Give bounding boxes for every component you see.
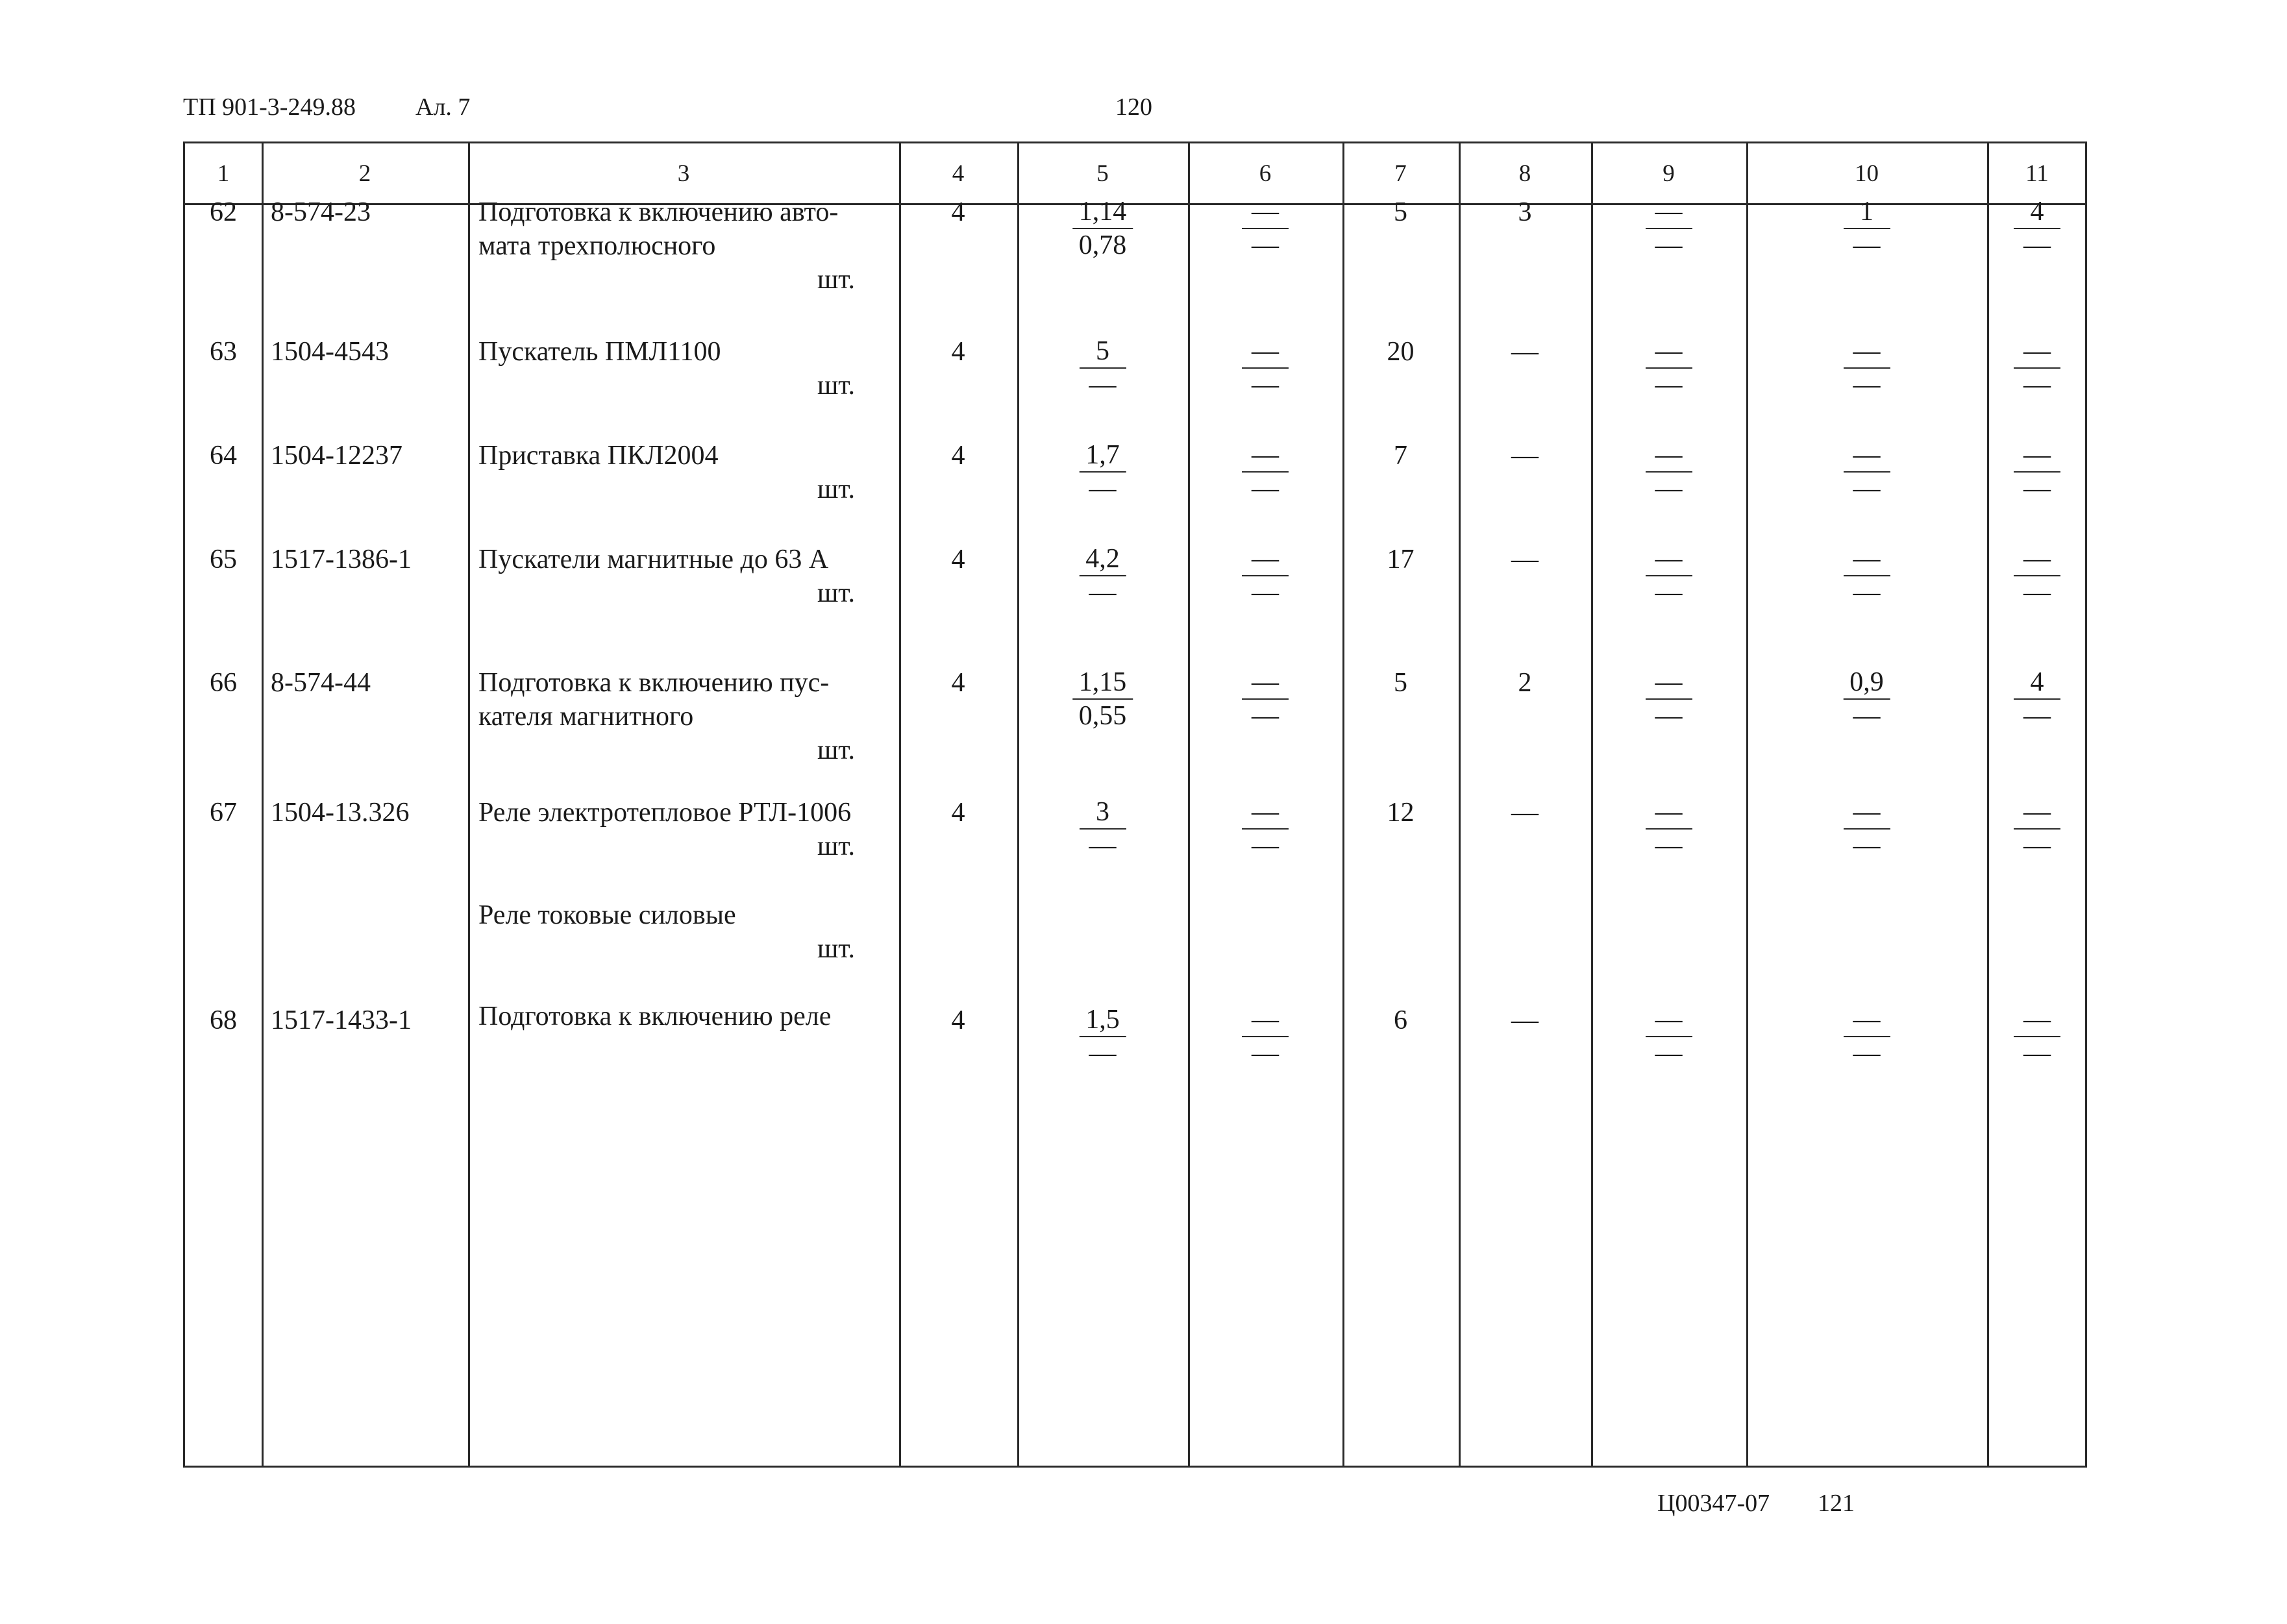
fraction-col5 — [1072, 666, 1133, 732]
column-divider — [1746, 143, 1748, 1466]
value-col7: 12 — [1387, 798, 1415, 828]
fraction-col5-denominator: 0,78 — [1078, 230, 1127, 260]
fraction-col5-numerator: 5 — [1080, 335, 1126, 369]
item-description — [478, 439, 894, 506]
fraction-col10-numerator: — — [1844, 335, 1890, 369]
fraction-col5-numerator: 1,5 — [1079, 1003, 1126, 1037]
item-code: 1517-1433-1 — [271, 1005, 412, 1035]
row-number: 65 — [210, 545, 237, 574]
unit-label: шт. — [817, 578, 855, 608]
description-line: Подготовка к включению реле — [478, 1002, 832, 1031]
fraction-col5 — [1080, 796, 1126, 862]
fraction-col11 — [2014, 1003, 2060, 1070]
specification-table — [183, 141, 2087, 1468]
fraction-col6-numerator: — — [1242, 335, 1289, 369]
fraction-col5-denominator: — — [1089, 474, 1117, 504]
fraction-col6-denominator: — — [1252, 831, 1279, 861]
fraction-col6-numerator: — — [1242, 543, 1289, 576]
fraction-col5-numerator: 1,7 — [1079, 439, 1126, 473]
fraction-col6-numerator: — — [1242, 1003, 1289, 1037]
column-number: 9 — [1663, 160, 1675, 187]
value-col8: — — [1511, 1005, 1539, 1035]
fraction-col9-numerator: — — [1646, 195, 1692, 229]
fraction-col11-numerator: 4 — [2014, 666, 2060, 700]
column-number: 3 — [677, 160, 690, 187]
fraction-col9 — [1646, 439, 1692, 505]
item-code: 1504-12237 — [271, 441, 402, 471]
column-number: 11 — [2025, 160, 2049, 187]
fraction-col11-denominator: — — [2023, 370, 2051, 400]
fraction-col6-denominator: — — [1252, 370, 1279, 400]
fraction-col9 — [1646, 666, 1692, 732]
column-divider — [468, 143, 470, 1466]
quantity-value: 4 — [951, 441, 965, 471]
fraction-col10-denominator: — — [1853, 370, 1881, 400]
fraction-col10-numerator: — — [1844, 796, 1890, 830]
column-number: 5 — [1096, 160, 1109, 187]
fraction-col10 — [1844, 1003, 1890, 1070]
quantity-value: 4 — [951, 668, 965, 698]
column-number: 10 — [1855, 160, 1879, 187]
fraction-col6 — [1242, 335, 1289, 401]
fraction-col10 — [1844, 439, 1890, 505]
fraction-col5-numerator: 1,15 — [1072, 666, 1133, 700]
fraction-col10-denominator: — — [1853, 578, 1881, 608]
description-line: Реле токовые силовые — [478, 900, 736, 930]
description-line: Реле электротепловое РТЛ-1006 — [478, 798, 852, 828]
fraction-col9 — [1646, 796, 1692, 862]
value-col7: 6 — [1394, 1005, 1407, 1035]
fraction-col11 — [2014, 335, 2060, 401]
fraction-col11 — [2014, 195, 2060, 262]
column-divider — [262, 143, 264, 1466]
row-number: 67 — [210, 798, 237, 828]
item-description — [478, 796, 894, 863]
fraction-col5-numerator: 4,2 — [1079, 543, 1126, 576]
column-number: 6 — [1259, 160, 1272, 187]
fraction-col9-numerator: — — [1646, 796, 1692, 830]
fraction-col6-numerator: — — [1242, 666, 1289, 700]
fraction-col5-numerator: 3 — [1080, 796, 1126, 830]
fraction-col9-numerator: — — [1646, 335, 1692, 369]
unit-label: шт. — [817, 735, 855, 765]
fraction-col5 — [1072, 195, 1133, 262]
description-line: Пускатель ПМЛ1100 — [478, 337, 721, 367]
fraction-col11 — [2014, 796, 2060, 862]
fraction-col10-numerator: 1 — [1844, 195, 1890, 229]
column-divider — [1342, 143, 1344, 1466]
fraction-col9-denominator: — — [1655, 1039, 1683, 1068]
item-code: 1504-13.326 — [271, 798, 410, 828]
value-col8: — — [1511, 545, 1539, 574]
fraction-col6 — [1242, 1003, 1289, 1070]
fraction-col6-numerator: — — [1242, 796, 1289, 830]
row-number: 63 — [210, 337, 237, 367]
fraction-col10-numerator: 0,9 — [1843, 666, 1890, 700]
fraction-col6-denominator: — — [1252, 474, 1279, 504]
fraction-col10 — [1844, 796, 1890, 862]
fraction-col6-denominator: — — [1252, 1039, 1279, 1068]
fraction-col5 — [1079, 1003, 1126, 1070]
fraction-col11-denominator: — — [2023, 230, 2051, 260]
row-number: 66 — [210, 668, 237, 698]
fraction-col10 — [1844, 335, 1890, 401]
document-code: ТП 901-3-249.88 — [183, 93, 356, 121]
column-number: 2 — [358, 160, 371, 187]
item-code: 1504-4543 — [271, 337, 389, 367]
description-line: Приставка ПКЛ2004 — [478, 441, 719, 471]
fraction-col6 — [1242, 543, 1289, 609]
description-line: Подготовка к включению авто- — [478, 197, 839, 227]
column-number: 8 — [1518, 160, 1531, 187]
fraction-col6-denominator: — — [1252, 230, 1279, 260]
fraction-col9-denominator: — — [1655, 230, 1683, 260]
column-divider — [1591, 143, 1593, 1466]
fraction-col10-denominator: — — [1853, 831, 1881, 861]
fraction-col9 — [1646, 1003, 1692, 1070]
column-divider — [1459, 143, 1461, 1466]
fraction-col10-numerator: — — [1844, 543, 1890, 576]
fraction-col10-numerator: — — [1844, 1003, 1890, 1037]
fraction-col10-numerator: — — [1844, 439, 1890, 473]
item-description — [478, 335, 894, 402]
fraction-col9-numerator: — — [1646, 1003, 1692, 1037]
footer-code: Ц00347-07 — [1657, 1490, 1770, 1517]
fraction-col9-denominator: — — [1655, 701, 1683, 731]
item-description — [478, 543, 894, 610]
column-number: 4 — [952, 160, 965, 187]
description-line: мата трехполюсного — [478, 231, 716, 261]
fraction-col6 — [1242, 195, 1289, 262]
item-code: 1517-1386-1 — [271, 545, 412, 574]
fraction-col9-numerator: — — [1646, 666, 1692, 700]
fraction-col5 — [1079, 439, 1126, 505]
column-divider — [1987, 143, 1989, 1466]
fraction-col5-denominator: — — [1089, 1039, 1117, 1068]
fraction-col5-denominator: 0,55 — [1078, 701, 1127, 731]
fraction-col11-numerator: — — [2014, 439, 2060, 473]
value-col8: 3 — [1518, 197, 1532, 227]
value-col7: 17 — [1387, 545, 1415, 574]
column-number: 1 — [217, 160, 230, 187]
description-line: Подготовка к включению пус- — [478, 668, 830, 698]
fraction-col9 — [1646, 195, 1692, 262]
unit-label: шт. — [817, 265, 855, 295]
fraction-col10-denominator: — — [1853, 701, 1881, 731]
fraction-col9 — [1646, 335, 1692, 401]
fraction-col5-numerator: 1,14 — [1072, 195, 1133, 229]
description-line: Пускатели магнитные до 63 А — [478, 545, 829, 574]
column-divider — [1017, 143, 1019, 1466]
value-col7: 7 — [1394, 441, 1407, 471]
item-description — [478, 666, 894, 767]
fraction-col10-denominator: — — [1853, 230, 1881, 260]
value-col8: — — [1511, 798, 1539, 828]
fraction-col11-denominator: — — [2023, 701, 2051, 731]
quantity-value: 4 — [951, 545, 965, 574]
fraction-col9-numerator: — — [1646, 543, 1692, 576]
fraction-col6-numerator: — — [1242, 439, 1289, 473]
unit-label: шт. — [817, 831, 855, 861]
fraction-col5 — [1080, 335, 1126, 401]
fraction-col11-numerator: — — [2014, 1003, 2060, 1037]
value-col7: 5 — [1394, 668, 1407, 698]
item-code: 8-574-23 — [271, 197, 371, 227]
fraction-col9-denominator: — — [1655, 578, 1683, 608]
quantity-value: 4 — [951, 337, 965, 367]
fraction-col5-denominator: — — [1089, 831, 1117, 861]
item-description — [478, 898, 894, 1033]
column-divider — [899, 143, 901, 1466]
header-divider — [185, 203, 2085, 205]
quantity-value: 4 — [951, 197, 965, 227]
quantity-value: 4 — [951, 798, 965, 828]
fraction-col10 — [1844, 543, 1890, 609]
fraction-col11 — [2014, 439, 2060, 505]
fraction-col5 — [1079, 543, 1126, 609]
value-col7: 5 — [1394, 197, 1407, 227]
value-col8: — — [1511, 337, 1539, 367]
row-number: 62 — [210, 197, 237, 227]
fraction-col11-denominator: — — [2023, 474, 2051, 504]
fraction-col10-denominator: — — [1853, 1039, 1881, 1068]
fraction-col11-numerator: — — [2014, 796, 2060, 830]
fraction-col6 — [1242, 796, 1289, 862]
fraction-col10 — [1843, 666, 1890, 732]
item-code: 8-574-44 — [271, 668, 371, 698]
quantity-value: 4 — [951, 1005, 965, 1035]
unit-label: шт. — [817, 371, 855, 400]
unit-label: шт. — [817, 474, 855, 504]
fraction-col6 — [1242, 666, 1289, 732]
fraction-col11-denominator: — — [2023, 1039, 2051, 1068]
fraction-col10-denominator: — — [1853, 474, 1881, 504]
column-number: 7 — [1394, 160, 1407, 187]
value-col7: 20 — [1387, 337, 1415, 367]
fraction-col10 — [1844, 195, 1890, 262]
value-col8: 2 — [1518, 668, 1532, 698]
fraction-col5-denominator: — — [1089, 370, 1117, 400]
fraction-col9 — [1646, 543, 1692, 609]
row-number: 64 — [210, 441, 237, 471]
fraction-col5-denominator: — — [1089, 578, 1117, 608]
document-sheet: Ал. 7 — [415, 93, 471, 121]
page-number: 120 — [1115, 93, 1152, 121]
fraction-col11-denominator: — — [2023, 578, 2051, 608]
row-number: 68 — [210, 1005, 237, 1035]
fraction-col9-denominator: — — [1655, 474, 1683, 504]
value-col8: — — [1511, 441, 1539, 471]
fraction-col11-denominator: — — [2023, 831, 2051, 861]
fraction-col6-numerator: — — [1242, 195, 1289, 229]
fraction-col11-numerator: — — [2014, 543, 2060, 576]
item-description — [478, 195, 894, 297]
fraction-col9-denominator: — — [1655, 831, 1683, 861]
description-line: кателя магнитного — [478, 702, 694, 732]
column-divider — [1188, 143, 1190, 1466]
fraction-col6-denominator: — — [1252, 701, 1279, 731]
fraction-col6-denominator: — — [1252, 578, 1279, 608]
fraction-col11-numerator: — — [2014, 335, 2060, 369]
footer-number: 121 — [1818, 1490, 1855, 1517]
fraction-col9-denominator: — — [1655, 370, 1683, 400]
fraction-col11 — [2014, 666, 2060, 732]
fraction-col11 — [2014, 543, 2060, 609]
fraction-col11-numerator: 4 — [2014, 195, 2060, 229]
unit-label: шт. — [817, 934, 855, 964]
fraction-col9-numerator: — — [1646, 439, 1692, 473]
fraction-col6 — [1242, 439, 1289, 505]
